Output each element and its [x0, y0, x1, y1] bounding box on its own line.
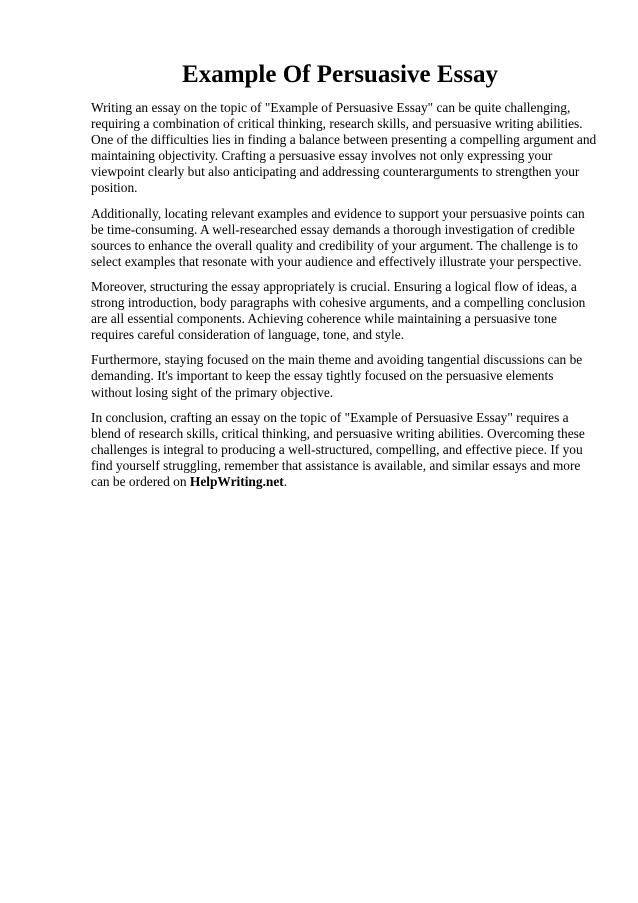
conclusion-period: .	[283, 473, 288, 489]
paragraph-structure: Moreover, structuring the essay appropriately is crucial. Ensuring a logical flow of ideas, a strong introduction, body paragraphs with cohesive arguments, and a compelling conclusion are all essential components. Achieving coherence while maintaining a persuasive tone requires careful consideration of language, tone, and style.	[91, 278, 586, 343]
paragraph-intro: Writing an essay on the topic of "Example of Persuasive Essay" can be quite challenging, requiring a combination of critical thinking, research skills, and persuasive writing abilities. One of the difficulties lies in finding a balance between presenting a compelling argument and maintaining objectivity. Crafting a persuasive essay involves not only expressing your viewpoint clearly but also anticipating and addressing counterarguments to strengthen your position.	[91, 100, 597, 196]
helpwriting-link[interactable]: HelpWriting.net	[189, 473, 284, 489]
paragraph-conclusion	[91, 410, 597, 490]
document-body	[91, 100, 597, 499]
conclusion-text: In conclusion, crafting an essay on the topic of "Example of Persuasive Essay" requires a blend of research skills, critical thinking, and persuasive writing abilities. Overcoming these challenges is integral to producing a well-structured, compelling, and effective piece. If you find yourself struggling, remember that assistance is available, and similar essays and more can be ordered on	[91, 409, 585, 489]
document-title: Example Of Persuasive Essay	[182, 61, 498, 88]
paragraph-examples: Additionally, locating relevant examples and evidence to support your persuasive points can be time-consuming. A well-researched essay demands a thorough investigation of credible sources to enhance the overall quality and credibility of your argument. The challenge is to select examples that resonate with your audience and effectively illustrate your perspective.	[91, 205, 585, 269]
paragraph-focus: Furthermore, staying focused on the main theme and avoiding tangential discussions can be demanding. It's important to keep the essay tightly focused on the persuasive elements without losing sight of the primary objective.	[91, 352, 583, 400]
